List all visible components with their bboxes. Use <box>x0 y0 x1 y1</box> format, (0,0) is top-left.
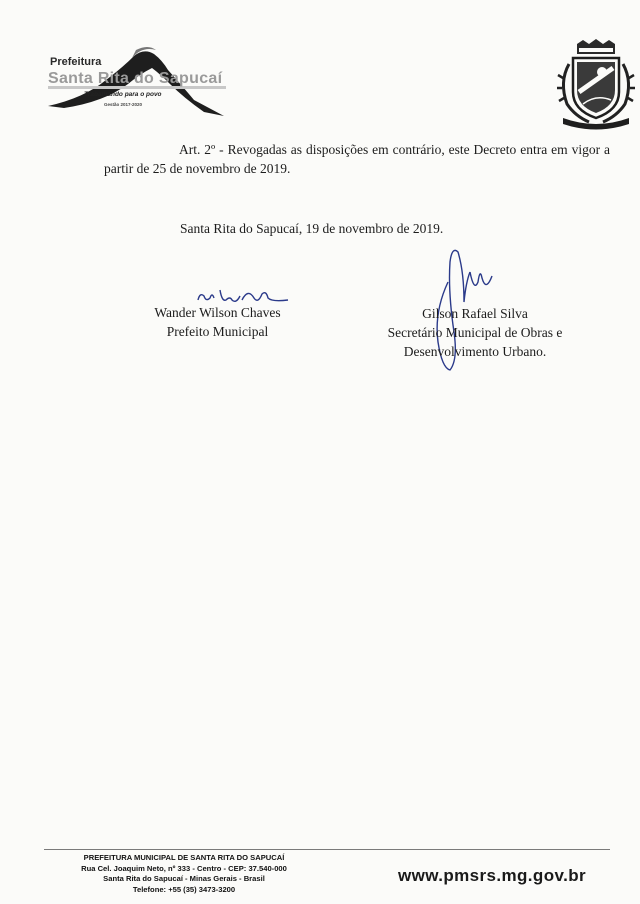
footer-org: PREFEITURA MUNICIPAL DE SANTA RITA DO SAPUCAÍ <box>83 853 285 862</box>
footer-divider <box>44 849 610 850</box>
signature-block-mayor <box>130 303 305 341</box>
secretary-name: Gilson Rafael Silva <box>422 306 528 321</box>
footer-city: Santa Rita do Sapucaí - Minas Gerais - Brasil <box>103 874 265 883</box>
logo-term: Gestão 2017-2020 <box>104 102 143 107</box>
mayor-title: Prefeito Municipal <box>166 324 269 339</box>
signature-block-secretary <box>370 304 580 361</box>
footer-website-link[interactable]: www.pmsrs.mg.gov.br <box>398 866 587 885</box>
logo-city-name: Santa Rita do Sapucaí <box>48 70 223 87</box>
coat-of-arms-icon <box>555 38 637 130</box>
logo-prefix-text: Prefeitura <box>50 56 102 68</box>
place-date: Santa Rita do Sapucaí, 19 de novembro de 2019. <box>180 221 444 236</box>
logo-slogan: Trabalhando para o povo <box>84 91 162 98</box>
decree-article-2: Art. 2º - Revogadas as disposições em contrário, este Decreto entra em vigor a partir de 25 de novembro de 2019. <box>104 142 610 176</box>
footer-address-block <box>44 853 324 895</box>
secretary-title-line2: Desenvolvimento Urbano. <box>403 344 547 359</box>
footer-address: Rua Cel. Joaquim Neto, nº 333 - Centro - CEP: 37.540-000 <box>81 863 287 873</box>
mayor-name: Wander Wilson Chaves <box>154 305 281 320</box>
prefeitura-logo <box>44 40 234 120</box>
secretary-title-line1: Secretário Municipal de Obras e <box>387 325 563 340</box>
footer-phone: Telefone: +55 (35) 3473-3200 <box>132 884 236 894</box>
